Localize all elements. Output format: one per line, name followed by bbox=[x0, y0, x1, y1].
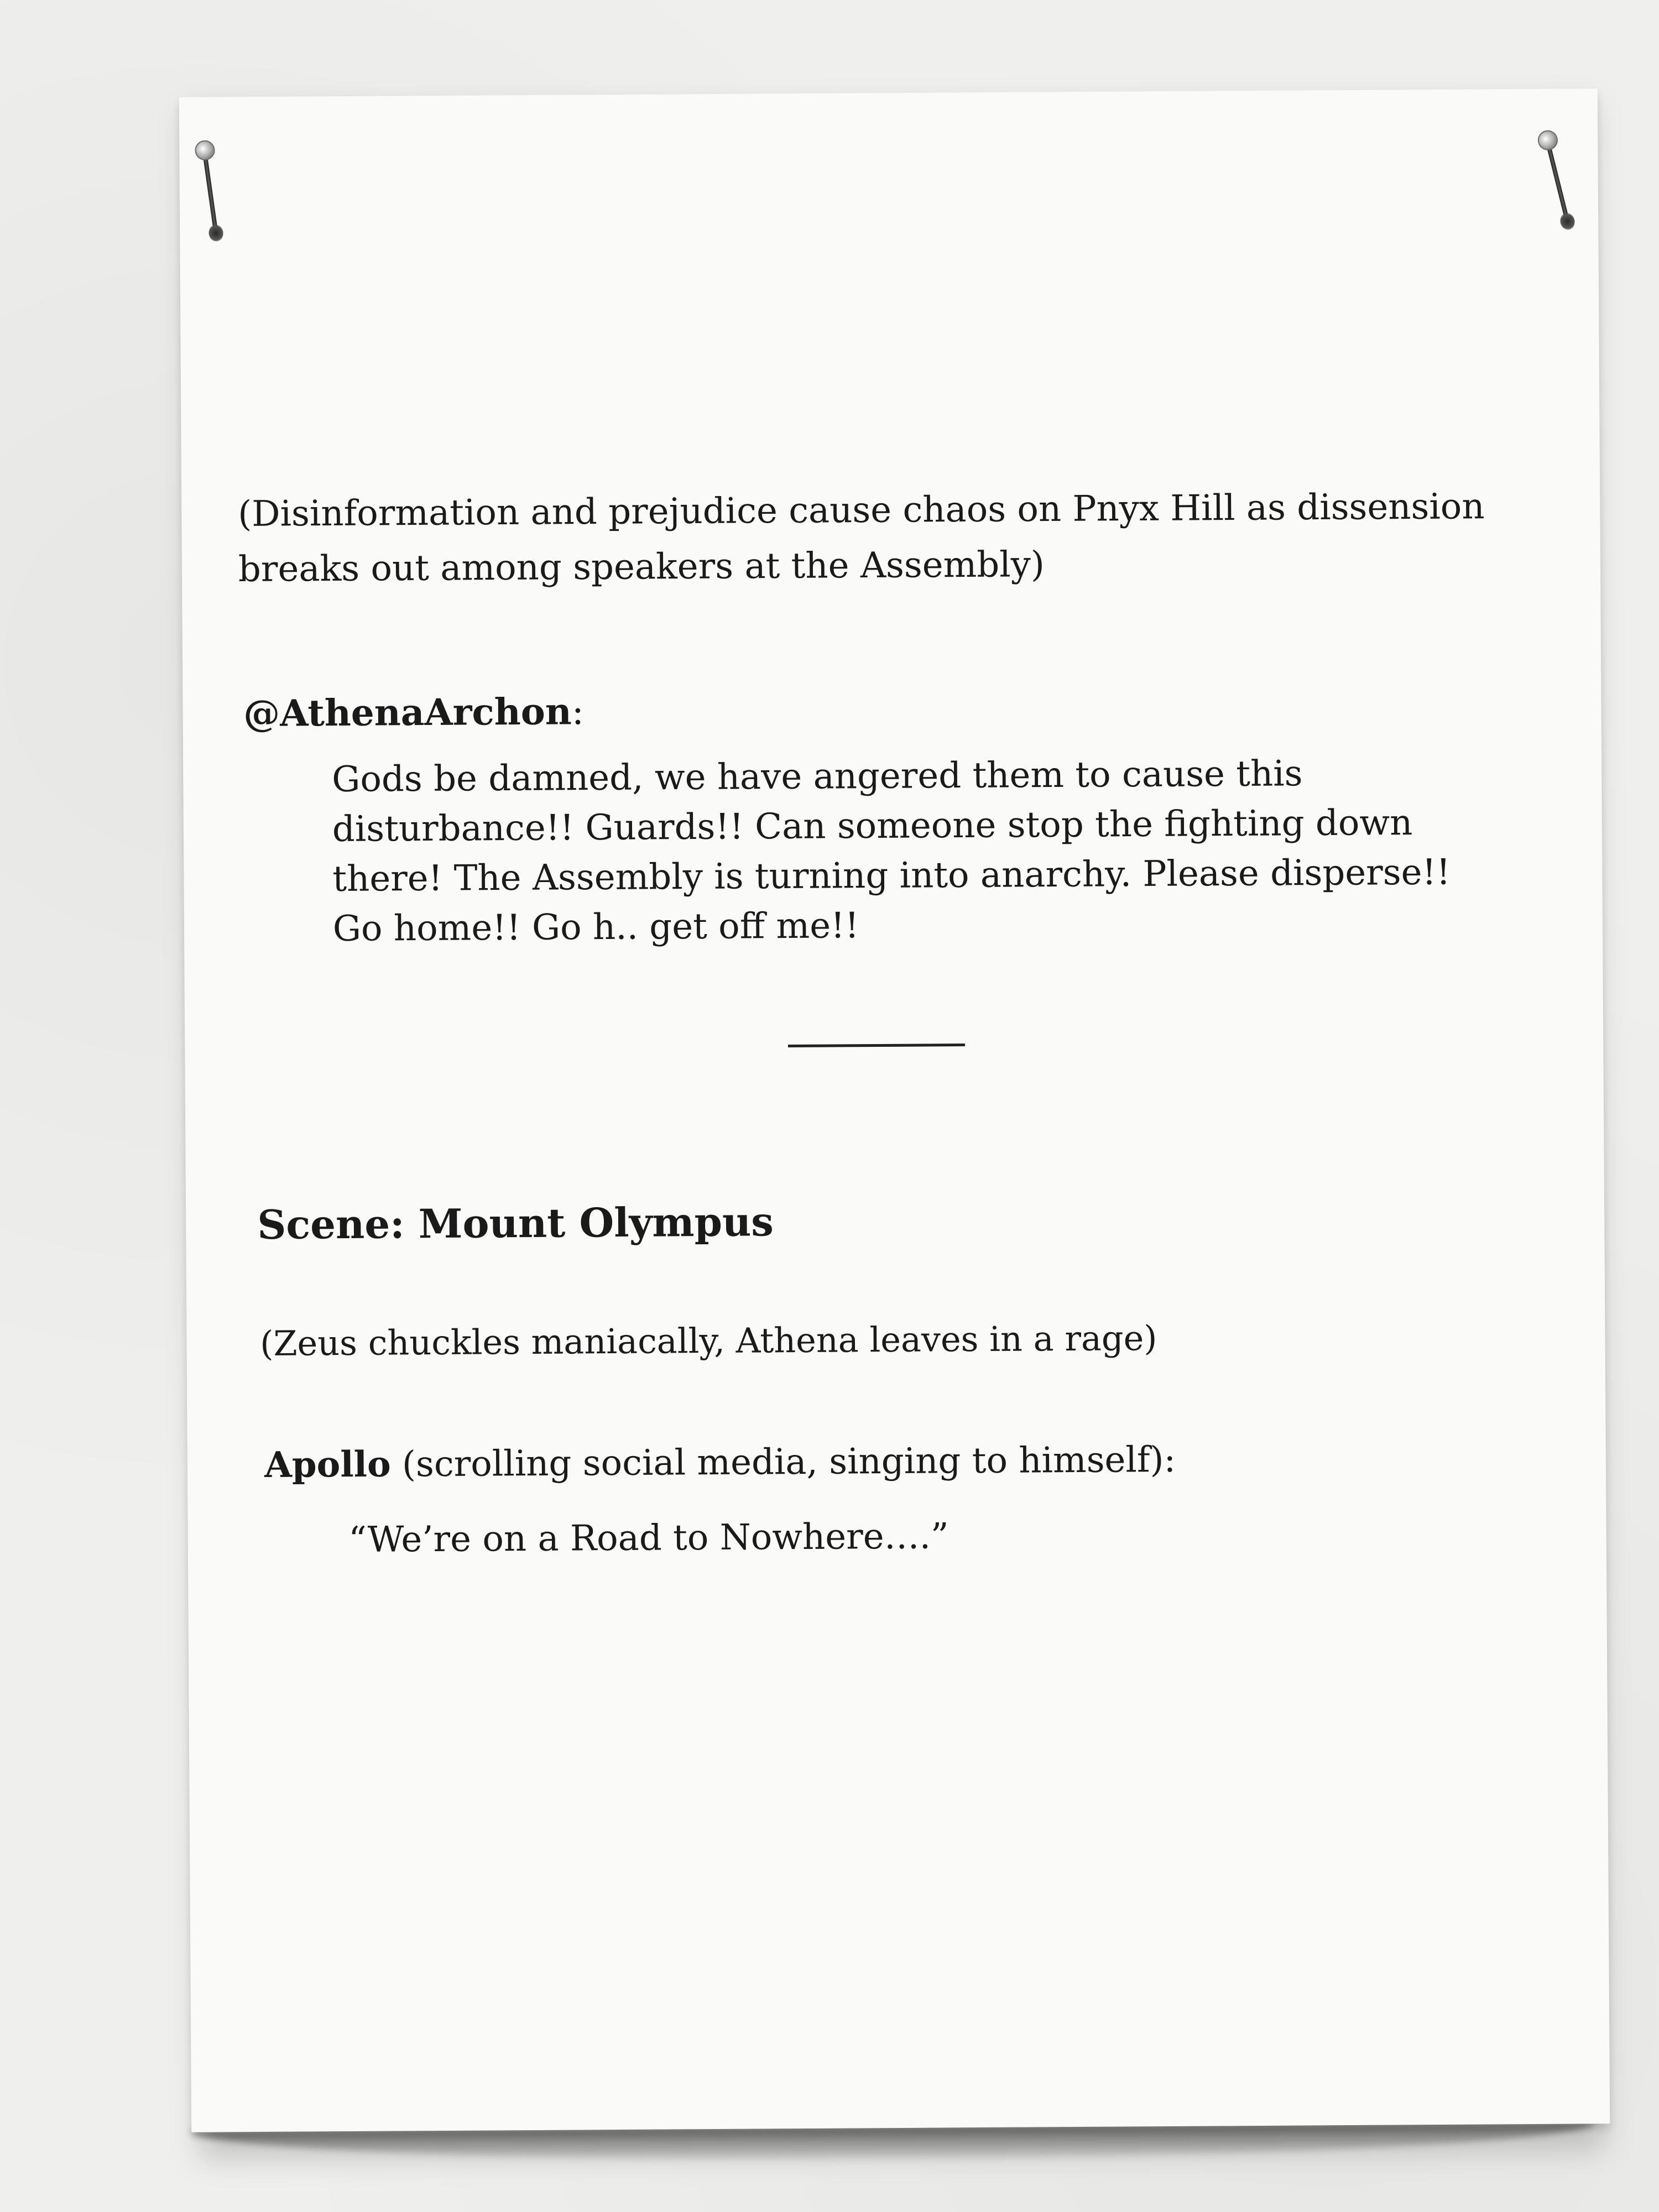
speech-line: Go home!! Go h.. get off me!! bbox=[332, 905, 859, 950]
stage-direction-line: breaks out among speakers at the Assembly) bbox=[238, 544, 1045, 590]
stage-direction-pnyx bbox=[238, 479, 1485, 597]
scene-heading: Scene: Mount Olympus bbox=[257, 1198, 774, 1248]
stage-direction-line: (Disinformation and prejudice cause chaos on Pnyx Hill as dissension bbox=[238, 486, 1485, 535]
speaker-handle-colon: : bbox=[571, 690, 585, 733]
apollo-name: Apollo bbox=[264, 1443, 391, 1486]
speaker-handle-name: @AthenaArchon bbox=[243, 690, 572, 735]
athena-speech bbox=[332, 748, 1451, 954]
speech-line: Gods be damned, we have angered them to cause this bbox=[332, 753, 1303, 800]
paper-sheet bbox=[179, 88, 1610, 2132]
apollo-quote: “We’re on a Road to Nowhere….” bbox=[348, 1516, 949, 1561]
speaker-apollo bbox=[264, 1435, 1176, 1490]
stage-direction-zeus: (Zeus chuckles maniacally, Athena leaves in a rage) bbox=[260, 1318, 1157, 1364]
speaker-athena-archon bbox=[243, 686, 584, 739]
apollo-direction: (scrolling social media, singing to himself): bbox=[390, 1439, 1176, 1485]
speech-line: disturbance!! Guards!! Can someone stop the fighting down bbox=[332, 802, 1413, 850]
speech-line: there! The Assembly is turning into anarchy. Please disperse!! bbox=[332, 852, 1451, 900]
